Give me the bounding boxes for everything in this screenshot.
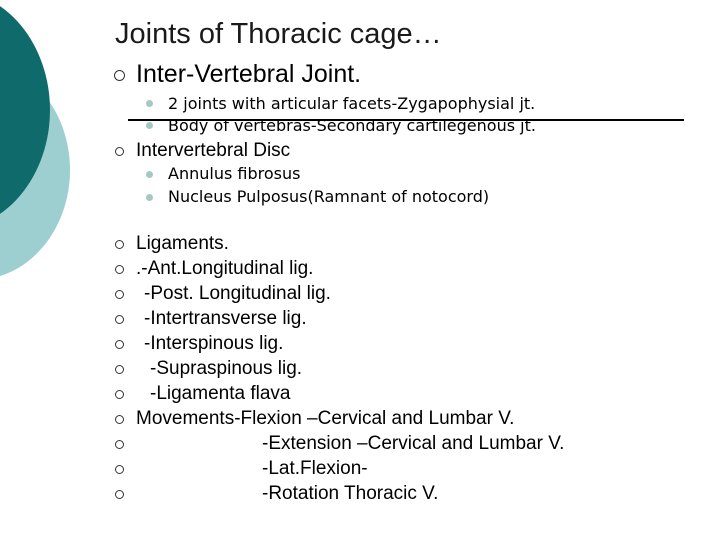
sub-bullet-icon (146, 194, 153, 201)
item-movements-flexion: Movements-Flexion –Cervical and Lumbar V. (136, 408, 515, 429)
item-intertransverse: -Intertransverse lig. (144, 308, 307, 329)
horizontal-rule (128, 119, 684, 121)
sub-item-annulus-fibrosus: Annulus fibrosus (168, 164, 301, 183)
bullet-icon (115, 265, 124, 274)
slide-title: Joints of Thoracic cage… (115, 18, 442, 50)
sub-bullet-icon (146, 100, 153, 107)
bullet-icon (115, 390, 124, 399)
item-lateral-flexion: -Lat.Flexion- (262, 458, 368, 479)
item-ant-longitudinal: .-Ant.Longitudinal lig. (136, 258, 314, 279)
item-extension: -Extension –Cervical and Lumbar V. (262, 433, 565, 454)
bullet-icon (115, 340, 124, 349)
heading-intervertebral-joint: Inter-Vertebral Joint. (136, 60, 362, 88)
heading-intervertebral-disc: Intervertebral Disc (136, 140, 291, 161)
sub-bullet-icon (146, 171, 153, 178)
bullet-icon (115, 365, 124, 374)
sub-item-secondary-cartilaginous: Body of vertebras-Secondary cartilegenous jt. (168, 116, 536, 135)
sub-bullet-icon (146, 122, 153, 129)
sub-item-zygapophysial: 2 joints with articular facets-Zygapophysial jt. (168, 94, 536, 113)
item-rotation: -Rotation Thoracic V. (262, 483, 439, 504)
bullet-icon (115, 440, 124, 449)
item-post-longitudinal: -Post. Longitudinal lig. (144, 283, 331, 304)
bullet-icon (115, 465, 124, 474)
heading-ligaments: Ligaments. (136, 233, 229, 254)
bullet-icon (115, 315, 124, 324)
bullet-icon (115, 415, 124, 424)
item-interspinous: -Interspinous lig. (144, 333, 284, 354)
bullet-icon (115, 490, 124, 499)
sub-item-nucleus-pulposus: Nucleus Pulposus(Ramnant of notocord) (168, 187, 490, 206)
item-supraspinous: -Supraspinous lig. (150, 358, 303, 379)
bullet-icon (115, 290, 124, 299)
item-ligamenta-flava: -Ligamenta flava (150, 383, 291, 404)
bullet-icon (115, 240, 124, 249)
bullet-icon (114, 70, 125, 81)
bullet-icon (115, 147, 124, 156)
